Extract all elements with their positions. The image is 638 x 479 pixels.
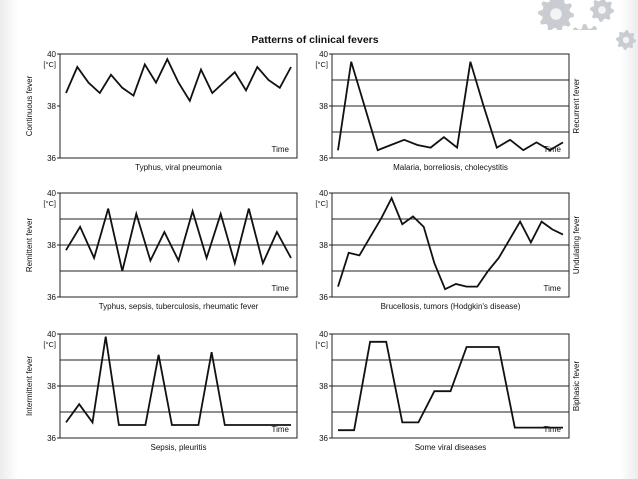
y-tick-label: 40	[319, 330, 328, 339]
gear-icon-hub	[598, 6, 606, 14]
y-tick-label: 36	[47, 154, 56, 163]
y-tick-label: 40	[319, 50, 328, 59]
y-tick-label: 38	[47, 241, 56, 250]
series-line	[66, 209, 291, 271]
time-label: Time	[271, 284, 289, 293]
y-axis-label: Remittent fever	[25, 217, 34, 273]
chart-panel-3	[25, 189, 297, 311]
time-label: Time	[271, 425, 289, 434]
y-tick-label: 40	[319, 189, 328, 198]
gear-icon-hub	[623, 37, 629, 43]
plot-frame	[60, 54, 297, 158]
chart-panel-5	[25, 330, 297, 452]
x-axis-label: Brucellosis, tumors (Hodgkin's disease)	[380, 302, 521, 311]
figure-title: Patterns of clinical fevers	[251, 34, 379, 46]
y-tick-label: 36	[47, 293, 56, 302]
x-axis-label: Typhus, sepsis, tuberculosis, rheumatic fever	[98, 302, 259, 311]
time-label: Time	[271, 145, 289, 154]
y-tick-label: 38	[47, 102, 56, 111]
y-axis-label: Undulating fever	[572, 215, 581, 275]
unit-label: [°C]	[43, 199, 56, 208]
chart-panel-6	[315, 330, 581, 452]
y-tick-label: 36	[319, 154, 328, 163]
unit-label: [°C]	[315, 199, 328, 208]
series-line	[66, 59, 291, 101]
x-axis-label: Typhus, viral pneumonia	[135, 163, 222, 172]
time-label: Time	[543, 284, 561, 293]
unit-label: [°C]	[43, 340, 56, 349]
y-tick-label: 36	[319, 434, 328, 443]
y-tick-label: 38	[319, 241, 328, 250]
y-axis-label: Recurrent fever	[572, 78, 581, 134]
chart-panel-4	[315, 189, 581, 311]
series-line	[338, 198, 563, 289]
y-tick-label: 38	[47, 382, 56, 391]
time-label: Time	[543, 425, 561, 434]
y-tick-label: 38	[319, 102, 328, 111]
unit-label: [°C]	[315, 60, 328, 69]
unit-label: [°C]	[43, 60, 56, 69]
gear-icon-hub	[550, 8, 562, 20]
charts-canvas	[18, 30, 612, 460]
y-axis-label: Biphasic fever	[572, 360, 581, 412]
y-tick-label: 38	[319, 382, 328, 391]
unit-label: [°C]	[315, 340, 328, 349]
y-axis-label: Continuous fever	[25, 75, 34, 137]
y-tick-label: 36	[47, 434, 56, 443]
y-tick-label: 36	[319, 293, 328, 302]
x-axis-label: Some viral diseases	[414, 443, 487, 452]
chart-panel-2	[315, 50, 581, 172]
chart-panel-1	[25, 50, 297, 172]
x-axis-label: Sepsis, pleuritis	[150, 443, 207, 452]
fever-patterns-figure	[18, 30, 612, 460]
y-tick-label: 40	[47, 50, 56, 59]
y-tick-label: 40	[47, 330, 56, 339]
time-label: Time	[543, 145, 561, 154]
x-axis-label: Malaria, borreliosis, cholecystitis	[393, 163, 508, 172]
y-tick-label: 40	[47, 189, 56, 198]
y-axis-label: Intermittent fever	[25, 355, 34, 417]
